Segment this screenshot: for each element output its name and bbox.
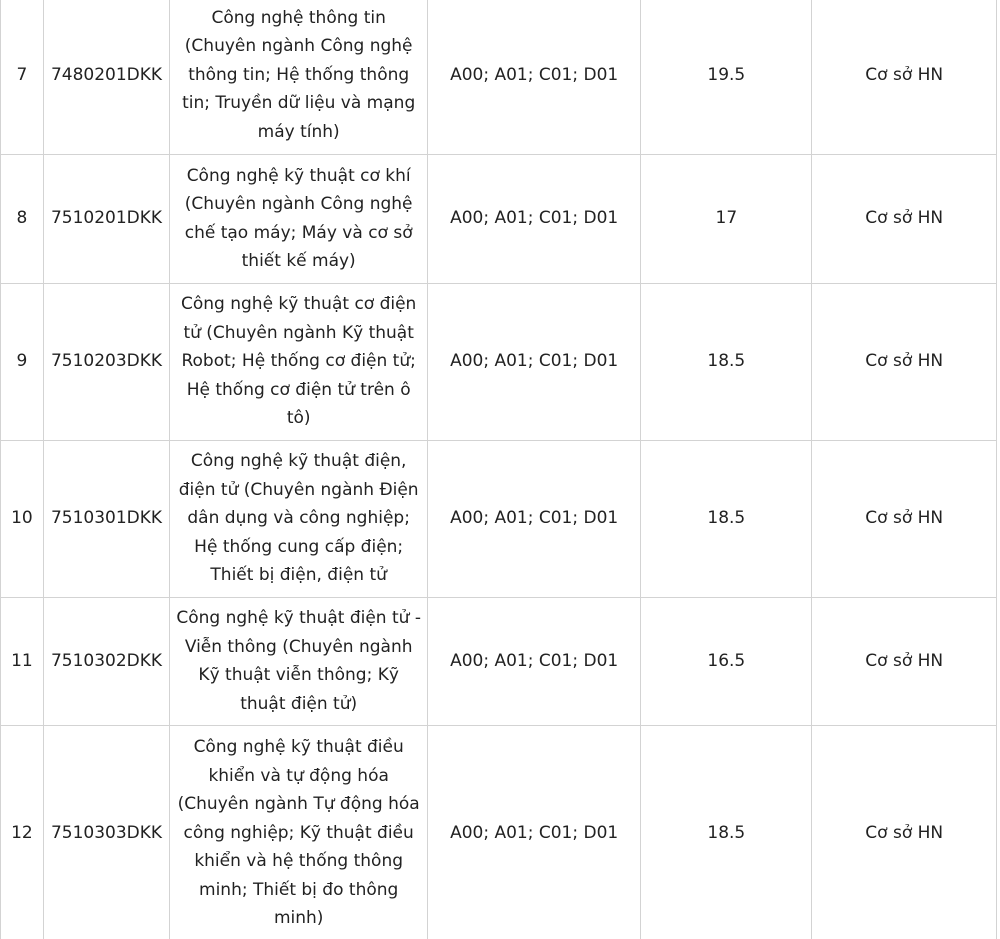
table-row (1, 726, 997, 939)
major-code: 7510203DKK (43, 284, 169, 441)
admission-score: 18.5 (641, 441, 812, 598)
admission-score: 19.5 (641, 0, 812, 155)
subject-combination: A00; A01; C01; D01 (428, 598, 641, 726)
major-name: Công nghệ kỹ thuật điều khiển và tự động hóa (Chuyên ngành Tự động hóa công nghiệp; Kỹ thuật điều khiển và hệ thống thông minh; Thiết bị đo thông minh) (170, 726, 428, 939)
row-number: 12 (1, 726, 44, 939)
campus: Cơ sở HN (812, 441, 997, 598)
admission-score: 18.5 (641, 284, 812, 441)
major-name: Công nghệ thông tin (Chuyên ngành Công nghệ thông tin; Hệ thống thông tin; Truyền dữ liệu và mạng máy tính) (170, 0, 428, 155)
row-number: 7 (1, 0, 44, 155)
admission-score: 16.5 (641, 598, 812, 726)
table-row (1, 441, 997, 598)
subject-combination: A00; A01; C01; D01 (428, 441, 641, 598)
row-number: 10 (1, 441, 44, 598)
major-name: Công nghệ kỹ thuật điện tử - Viễn thông (Chuyên ngành Kỹ thuật viễn thông; Kỹ thuật điện tử) (170, 598, 428, 726)
row-number: 11 (1, 598, 44, 726)
table-row (1, 598, 997, 726)
major-code: 7480201DKK (43, 0, 169, 155)
major-name: Công nghệ kỹ thuật cơ điện tử (Chuyên ngành Kỹ thuật Robot; Hệ thống cơ điện tử; Hệ thống cơ điện tử trên ô tô) (170, 284, 428, 441)
table-row (1, 284, 997, 441)
admission-score: 17 (641, 155, 812, 284)
campus: Cơ sở HN (812, 598, 997, 726)
subject-combination: A00; A01; C01; D01 (428, 726, 641, 939)
campus: Cơ sở HN (812, 726, 997, 939)
campus: Cơ sở HN (812, 0, 997, 155)
table-row (1, 155, 997, 284)
major-name: Công nghệ kỹ thuật cơ khí (Chuyên ngành Công nghệ chế tạo máy; Máy và cơ sở thiết kế máy) (170, 155, 428, 284)
subject-combination: A00; A01; C01; D01 (428, 0, 641, 155)
major-name: Công nghệ kỹ thuật điện, điện tử (Chuyên ngành Điện dân dụng và công nghiệp; Hệ thống cung cấp điện; Thiết bị điện, điện tử (170, 441, 428, 598)
major-code: 7510302DKK (43, 598, 169, 726)
subject-combination: A00; A01; C01; D01 (428, 284, 641, 441)
campus: Cơ sở HN (812, 284, 997, 441)
subject-combination: A00; A01; C01; D01 (428, 155, 641, 284)
table-row (1, 0, 997, 155)
major-code: 7510201DKK (43, 155, 169, 284)
campus: Cơ sở HN (812, 155, 997, 284)
major-code: 7510301DKK (43, 441, 169, 598)
row-number: 8 (1, 155, 44, 284)
row-number: 9 (1, 284, 44, 441)
admission-score: 18.5 (641, 726, 812, 939)
major-code: 7510303DKK (43, 726, 169, 939)
